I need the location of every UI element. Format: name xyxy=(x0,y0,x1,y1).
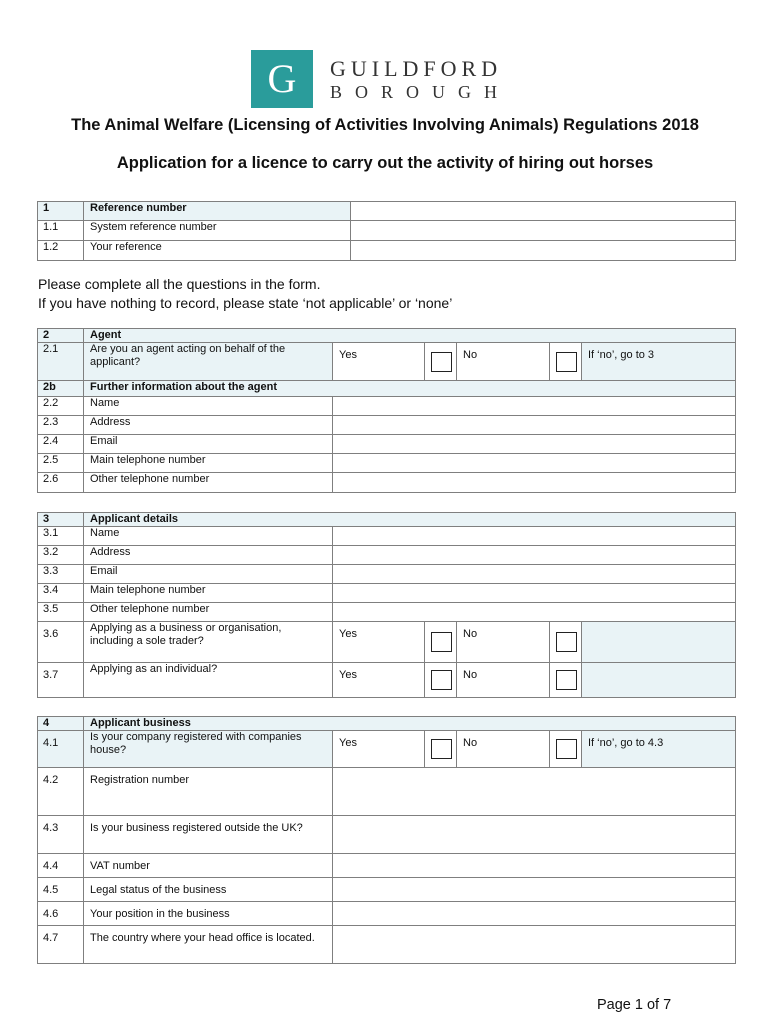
logo-mark xyxy=(251,50,313,108)
table-row xyxy=(38,878,736,902)
section-header xyxy=(38,513,736,527)
question-number: 4.4 xyxy=(38,854,84,878)
yes-label: Yes xyxy=(333,343,425,381)
section-number: 2b xyxy=(38,381,84,397)
question-number: 4.7 xyxy=(38,926,84,964)
answer-field[interactable] xyxy=(333,473,736,493)
no-checkbox-cell xyxy=(550,663,582,698)
answer-field[interactable] xyxy=(351,221,736,241)
table-row xyxy=(38,565,736,584)
guildford-borough-logo xyxy=(251,50,521,110)
yes-checkbox-cell xyxy=(425,343,457,381)
reference-table xyxy=(37,201,736,261)
section-header xyxy=(38,329,736,343)
table-row xyxy=(38,416,736,435)
question-number: 2.1 xyxy=(38,343,84,381)
answer-field[interactable] xyxy=(333,397,736,416)
answer-field[interactable] xyxy=(333,878,736,902)
table-row xyxy=(38,473,736,493)
no-checkbox[interactable] xyxy=(556,739,577,759)
question-number: 1.1 xyxy=(38,221,84,241)
question-label: Registration number xyxy=(84,768,333,816)
question-label: Address xyxy=(84,416,333,435)
question-label: Email xyxy=(84,435,333,454)
page-title: The Animal Welfare (Licensing of Activities Involving Animals) Regulations 2018 xyxy=(71,116,699,134)
question-label: Main telephone number xyxy=(84,454,333,473)
table-row xyxy=(38,622,736,663)
logo-subname: BOROUGH xyxy=(330,82,511,102)
answer-field[interactable] xyxy=(333,584,736,603)
question-number: 2.4 xyxy=(38,435,84,454)
page-subtitle: Application for a licence to carry out the activity of hiring out horses xyxy=(116,154,654,172)
section-heading: Further information about the agent xyxy=(84,381,736,397)
answer-field[interactable] xyxy=(333,454,736,473)
no-label: No xyxy=(457,622,550,663)
no-checkbox-cell xyxy=(550,731,582,768)
no-label: No xyxy=(457,731,550,768)
section-heading: Applicant business xyxy=(84,717,736,731)
answer-field[interactable] xyxy=(333,902,736,926)
table-row xyxy=(38,816,736,854)
agent-table xyxy=(37,328,736,493)
section-number: 2 xyxy=(38,329,84,343)
question-label: Name xyxy=(84,527,333,546)
section-heading: Reference number xyxy=(84,202,351,221)
yes-checkbox-cell xyxy=(425,663,457,698)
question-number: 2.2 xyxy=(38,397,84,416)
empty-cell xyxy=(351,202,736,221)
question-label: VAT number xyxy=(84,854,333,878)
page-number: Page 1 of 7 xyxy=(597,997,672,1013)
table-row xyxy=(38,397,736,416)
table-row xyxy=(38,546,736,565)
section-header xyxy=(38,717,736,731)
shaded-cell xyxy=(582,622,736,663)
table-row xyxy=(38,435,736,454)
question-number: 4.6 xyxy=(38,902,84,926)
yes-checkbox[interactable] xyxy=(431,632,452,652)
applicant-business-table xyxy=(37,716,736,964)
question-label: System reference number xyxy=(84,221,351,241)
question-number: 4.1 xyxy=(38,731,84,768)
question-number: 3.5 xyxy=(38,603,84,622)
question-label: Main telephone number xyxy=(84,584,333,603)
table-row xyxy=(38,854,736,878)
section-heading: Applicant details xyxy=(84,513,736,527)
question-number: 4.3 xyxy=(38,816,84,854)
question-number: 3.4 xyxy=(38,584,84,603)
skip-note: If ‘no’, go to 3 xyxy=(582,343,736,381)
intro-line-1: Please complete all the questions in the form. xyxy=(38,276,321,292)
yes-label: Yes xyxy=(333,663,425,698)
yes-checkbox[interactable] xyxy=(431,670,452,690)
answer-field[interactable] xyxy=(333,435,736,454)
table-row xyxy=(38,343,736,381)
no-checkbox[interactable] xyxy=(556,670,577,690)
question-number: 3.6 xyxy=(38,622,84,663)
answer-field[interactable] xyxy=(333,546,736,565)
table-row xyxy=(38,731,736,768)
section-number: 3 xyxy=(38,513,84,527)
answer-field[interactable] xyxy=(351,241,736,261)
table-row xyxy=(38,221,736,241)
question-label: Name xyxy=(84,397,333,416)
answer-field[interactable] xyxy=(333,816,736,854)
yes-label: Yes xyxy=(333,731,425,768)
subsection-header xyxy=(38,381,736,397)
table-row xyxy=(38,584,736,603)
table-row xyxy=(38,768,736,816)
question-number: 2.6 xyxy=(38,473,84,493)
section-number: 1 xyxy=(38,202,84,221)
table-row xyxy=(38,241,736,261)
question-label: Your reference xyxy=(84,241,351,261)
question-label: Email xyxy=(84,565,333,584)
question-number: 4.5 xyxy=(38,878,84,902)
question-number: 3.1 xyxy=(38,527,84,546)
question-number: 1.2 xyxy=(38,241,84,261)
no-label: No xyxy=(457,343,550,381)
question-number: 3.3 xyxy=(38,565,84,584)
table-row xyxy=(38,926,736,964)
question-number: 4.2 xyxy=(38,768,84,816)
shaded-cell xyxy=(582,663,736,698)
question-label: Are you an agent acting on behalf of the applicant? xyxy=(84,343,333,381)
table-row xyxy=(38,902,736,926)
question-label: Address xyxy=(84,546,333,565)
table-row xyxy=(38,527,736,546)
question-number: 2.5 xyxy=(38,454,84,473)
table-row xyxy=(38,663,736,698)
logo-name: GUILDFORD xyxy=(330,56,503,81)
question-label: Other telephone number xyxy=(84,473,333,493)
question-label: Is your company registered with companies house? xyxy=(84,731,333,768)
question-label: Your position in the business xyxy=(84,902,333,926)
section-header xyxy=(38,202,736,221)
table-row xyxy=(38,454,736,473)
question-number: 2.3 xyxy=(38,416,84,435)
section-number: 4 xyxy=(38,717,84,731)
applicant-details-table xyxy=(37,512,736,698)
question-label: Applying as an individual? xyxy=(84,663,333,698)
skip-note: If ‘no’, go to 4.3 xyxy=(582,731,736,768)
yes-label: Yes xyxy=(333,622,425,663)
question-number: 3.2 xyxy=(38,546,84,565)
yes-checkbox[interactable] xyxy=(431,352,452,372)
question-label: Is your business registered outside the UK? xyxy=(84,816,333,854)
no-checkbox[interactable] xyxy=(556,352,577,372)
no-label: No xyxy=(457,663,550,698)
section-heading: Agent xyxy=(84,329,736,343)
answer-field[interactable] xyxy=(333,926,736,964)
intro-line-2: If you have nothing to record, please state ‘not applicable’ or ‘none’ xyxy=(38,295,453,311)
question-label: Legal status of the business xyxy=(84,878,333,902)
no-checkbox-cell xyxy=(550,622,582,663)
question-number: 3.7 xyxy=(38,663,84,698)
logo-letter: G xyxy=(267,56,297,101)
answer-field[interactable] xyxy=(333,768,736,816)
answer-field[interactable] xyxy=(333,527,736,546)
yes-checkbox[interactable] xyxy=(431,739,452,759)
question-label: Other telephone number xyxy=(84,603,333,622)
table-row xyxy=(38,603,736,622)
question-label: The country where your head office is located. xyxy=(84,926,333,964)
yes-checkbox-cell xyxy=(425,622,457,663)
answer-field[interactable] xyxy=(333,416,736,435)
answer-field[interactable] xyxy=(333,854,736,878)
answer-field[interactable] xyxy=(333,565,736,584)
no-checkbox-cell xyxy=(550,343,582,381)
yes-checkbox-cell xyxy=(425,731,457,768)
question-label: Applying as a business or organisation, including a sole trader? xyxy=(84,622,333,663)
no-checkbox[interactable] xyxy=(556,632,577,652)
answer-field[interactable] xyxy=(333,603,736,622)
